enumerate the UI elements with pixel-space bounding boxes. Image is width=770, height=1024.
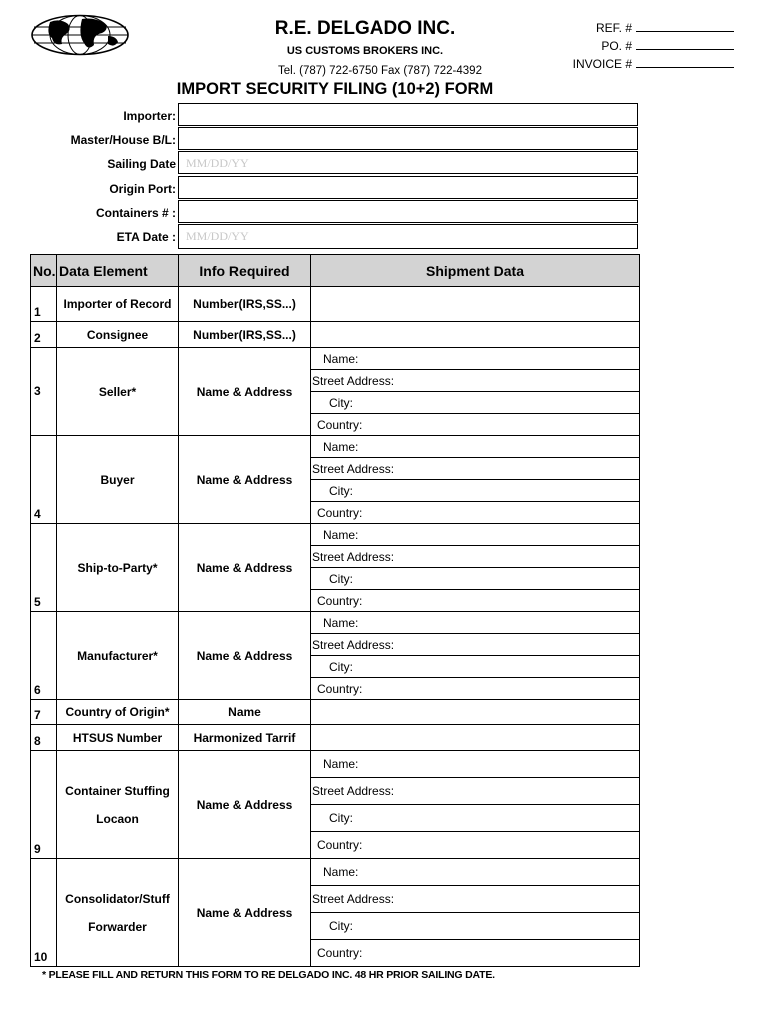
country-field[interactable]: Country: — [311, 832, 640, 859]
row-element — [57, 751, 179, 859]
city-field[interactable]: City: — [311, 805, 640, 832]
row-number: 10 — [31, 859, 57, 967]
company-name: R.E. DELGADO INC. — [274, 18, 456, 39]
field-row-containers — [40, 201, 178, 225]
company-subtitle: US CUSTOMS BROKERS INC. — [286, 45, 444, 57]
city-field[interactable]: City: — [311, 656, 640, 678]
country-field[interactable]: Country: — [311, 590, 640, 612]
date-placeholder: MM/DD/YY — [186, 229, 249, 243]
shipment-input[interactable] — [311, 322, 640, 348]
field-label: Containers # : — [95, 206, 176, 220]
name-field[interactable]: Name: — [311, 436, 640, 458]
row-number: 6 — [31, 612, 57, 700]
reference-fields — [573, 19, 734, 73]
ref-label: REF. # — [595, 21, 632, 35]
table-row — [31, 751, 640, 778]
table-row — [31, 700, 640, 725]
row-number: 4 — [31, 436, 57, 524]
ref-field[interactable] — [573, 19, 734, 37]
street-field[interactable]: Street Address: — [311, 634, 640, 656]
row-element: Manufacturer* — [57, 612, 179, 700]
table-row — [31, 859, 640, 886]
element-line-2: Locaon — [96, 811, 139, 826]
field-row-bl — [40, 128, 178, 152]
element-line-2: Forwarder — [88, 919, 147, 934]
origin-port-input[interactable] — [178, 176, 638, 199]
table-row — [31, 436, 640, 458]
row-element: Importer of Record — [57, 287, 179, 322]
row-info: Name & Address — [179, 612, 311, 700]
po-line — [636, 39, 734, 50]
col-shipment: Shipment Data — [311, 255, 640, 287]
row-info: Number(IRS,SS...) — [179, 287, 311, 322]
row-element: Buyer — [57, 436, 179, 524]
city-field[interactable]: City: — [311, 480, 640, 502]
field-row-importer — [40, 104, 178, 128]
po-field[interactable] — [573, 37, 734, 55]
table-row — [31, 612, 640, 634]
row-element: Ship-to-Party* — [57, 524, 179, 612]
city-field[interactable]: City: — [311, 392, 640, 414]
col-no: No. — [31, 255, 57, 287]
field-label: Importer: — [123, 109, 176, 123]
po-label: PO. # — [601, 39, 632, 53]
form-title: IMPORT SECURITY FILING (10+2) FORM — [176, 80, 494, 98]
row-number: 7 — [31, 700, 57, 725]
row-info: Number(IRS,SS...) — [179, 322, 311, 348]
eta-date-input[interactable] — [178, 224, 638, 249]
street-field[interactable]: Street Address: — [311, 546, 640, 568]
street-field[interactable]: Street Address: — [311, 886, 640, 913]
row-number: 2 — [31, 322, 57, 348]
field-label: Master/House B/L: — [70, 133, 176, 147]
containers-input[interactable] — [178, 200, 638, 223]
data-table — [30, 254, 640, 967]
col-element: Data Element — [57, 255, 179, 287]
name-field[interactable]: Name: — [311, 859, 640, 886]
country-field[interactable]: Country: — [311, 940, 640, 967]
row-number: 3 — [31, 348, 57, 436]
col-info: Info Required — [179, 255, 311, 287]
footer-note: * PLEASE FILL AND RETURN THIS FORM TO RE DELGADO INC. 48 HR PRIOR SAILING DATE. — [42, 969, 495, 981]
name-field[interactable]: Name: — [311, 348, 640, 370]
table-row — [31, 725, 640, 751]
row-number: 1 — [31, 287, 57, 322]
ref-line — [636, 21, 734, 32]
table-row — [31, 348, 640, 370]
row-info: Name & Address — [179, 436, 311, 524]
shipment-input[interactable] — [311, 700, 640, 725]
field-label: Sailing Date — [107, 157, 176, 171]
row-element: Country of Origin* — [57, 700, 179, 725]
country-field[interactable]: Country: — [311, 678, 640, 700]
row-info: Name & Address — [179, 348, 311, 436]
bl-input[interactable] — [178, 127, 638, 150]
city-field[interactable]: City: — [311, 568, 640, 590]
row-info: Harmonized Tarrif — [179, 725, 311, 751]
contact-line: Tel. (787) 722-6750 Fax (787) 722-4392 — [278, 65, 482, 77]
row-info: Name & Address — [179, 524, 311, 612]
row-element — [57, 859, 179, 967]
table-row — [31, 322, 640, 348]
globe-logo-icon — [30, 14, 130, 56]
element-line-1: Consolidator/Stuff — [65, 891, 170, 906]
row-info: Name — [179, 700, 311, 725]
importer-input[interactable] — [178, 103, 638, 126]
row-info: Name & Address — [179, 859, 311, 967]
city-field[interactable]: City: — [311, 913, 640, 940]
element-line-1: Container Stuffing — [65, 783, 170, 798]
shipment-input[interactable] — [311, 287, 640, 322]
name-field[interactable]: Name: — [311, 612, 640, 634]
street-field[interactable]: Street Address: — [311, 458, 640, 480]
field-row-eta — [40, 225, 178, 249]
sailing-date-input[interactable] — [178, 151, 638, 174]
shipment-input[interactable] — [311, 725, 640, 751]
field-label: ETA Date : — [116, 230, 176, 244]
name-field[interactable]: Name: — [311, 751, 640, 778]
street-field[interactable]: Street Address: — [311, 370, 640, 392]
table-header — [31, 255, 640, 287]
field-label: Origin Port: — [109, 182, 176, 196]
row-element: Consignee — [57, 322, 179, 348]
row-number: 5 — [31, 524, 57, 612]
table-row — [31, 524, 640, 546]
street-field[interactable]: Street Address: — [311, 778, 640, 805]
country-field[interactable]: Country: — [311, 502, 640, 524]
row-info: Name & Address — [179, 751, 311, 859]
row-element: HTSUS Number — [57, 725, 179, 751]
invoice-field[interactable] — [573, 55, 734, 73]
invoice-label: INVOICE # — [572, 57, 632, 71]
row-element: Seller* — [57, 348, 179, 436]
field-row-origin — [40, 177, 178, 201]
invoice-line — [636, 57, 734, 68]
date-placeholder: MM/DD/YY — [186, 156, 249, 170]
row-number: 8 — [31, 725, 57, 751]
name-field[interactable]: Name: — [311, 524, 640, 546]
table-row — [31, 287, 640, 322]
row-number: 9 — [31, 751, 57, 859]
country-field[interactable]: Country: — [311, 414, 640, 436]
field-row-sailing — [40, 152, 178, 176]
